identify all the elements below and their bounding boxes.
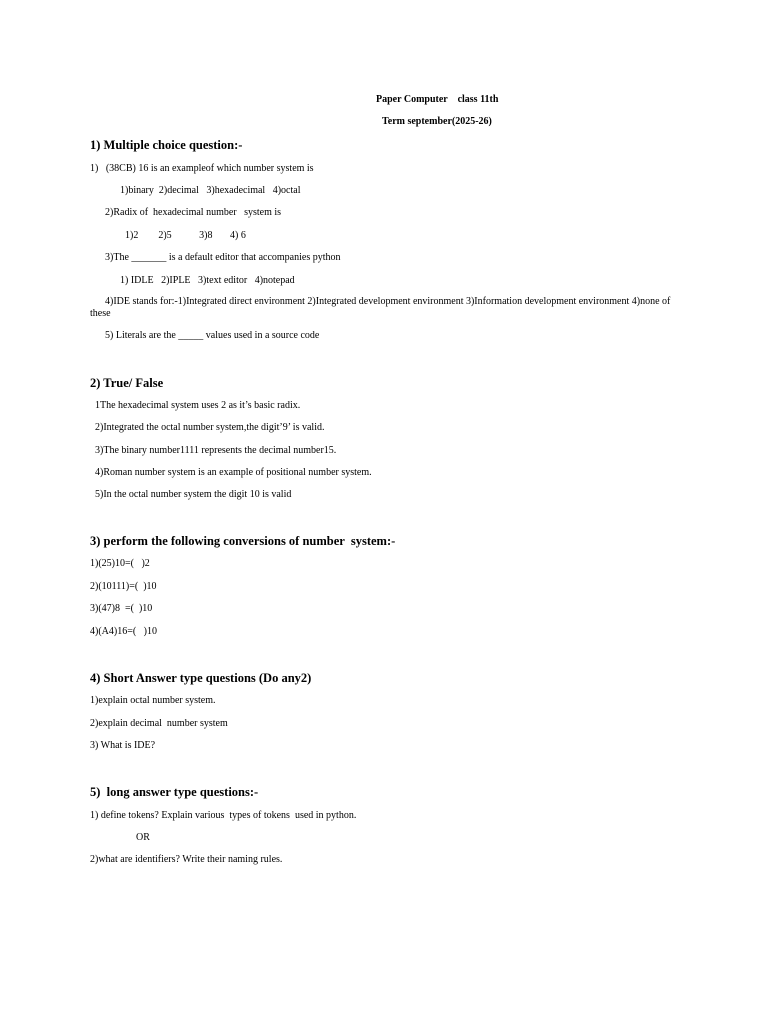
conversion-line: 1)(25)10=( )2 (90, 558, 150, 569)
question-options: 1)binary 2)decimal 3)hexadecimal 4)octal (120, 185, 301, 196)
statement-line: 1The hexadecimal system uses 2 as it’s basic radix. (95, 400, 301, 411)
section-heading-mcq: 1) Multiple choice question:- (90, 138, 243, 152)
long-question-line: 1) define tokens? Explain various types of tokens used in python. (90, 810, 357, 821)
question-line: 1) (38CB) 16 is an exampleof which number system is (90, 163, 314, 174)
conversion-line: 2)(10111)=( )10 (90, 581, 157, 592)
question-line: 2)Radix of hexadecimal number system is (105, 207, 282, 218)
question-line: 5) Literals are the _____ values used in a source code (105, 330, 320, 341)
question-options: 1) IDLE 2)IPLE 3)text editor 4)notepad (120, 275, 295, 286)
or-separator: OR (136, 832, 150, 843)
statement-line: 4)Roman number system is an example of positional number system. (95, 467, 372, 478)
conversion-line: 3)(47)8 =( )10 (90, 603, 153, 614)
section-heading-short-answer: 4) Short Answer type questions (Do any2) (90, 671, 312, 685)
section-heading-true-false: 2) True/ False (90, 376, 164, 390)
long-question-line: 2)what are identifiers? Write their naming rules. (90, 854, 283, 865)
section-heading-long-answer: 5) long answer type questions:- (90, 785, 259, 799)
statement-line: 2)Integrated the octal number system,the digit’9’ is valid. (95, 422, 325, 433)
question-options: 1)2 2)5 3)8 4) 6 (125, 230, 246, 241)
short-question-line: 1)explain octal number system. (90, 695, 216, 706)
question-line: 3)The _______ is a default editor that accompanies python (105, 252, 341, 263)
question-line: 4)IDE stands for:-1)Integrated direct environment 2)Integrated development environment 3)Information development environment 4)none of these (90, 296, 671, 319)
paper-term: Term september(2025-26) (382, 116, 492, 127)
section-heading-conversions: 3) perform the following conversions of number system:- (90, 534, 396, 548)
paper-title: Paper Computer class 11th (376, 94, 499, 105)
conversion-line: 4)(A4)16=( )10 (90, 626, 158, 637)
statement-line: 5)In the octal number system the digit 10 is valid (95, 489, 292, 500)
short-question-line: 3) What is IDE? (90, 740, 156, 751)
statement-line: 3)The binary number1111 represents the decimal number15. (95, 445, 337, 456)
short-question-line: 2)explain decimal number system (90, 718, 228, 729)
